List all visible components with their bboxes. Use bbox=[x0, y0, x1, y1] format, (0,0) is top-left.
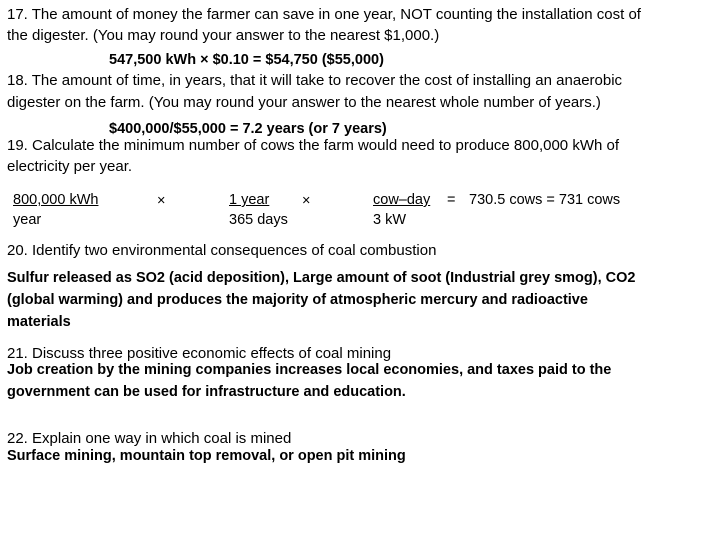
q22-question: 22. Explain one way in which coal is mined bbox=[7, 430, 292, 447]
q18-answer: $400,000/$55,000 = 7.2 years (or 7 years) bbox=[109, 121, 387, 137]
q20-answer-line3: materials bbox=[7, 314, 71, 330]
formula-term1-denominator: year bbox=[13, 212, 42, 228]
formula-result: 730.5 cows = 731 cows bbox=[469, 192, 621, 208]
q22-answer: Surface mining, mountain top removal, or open pit mining bbox=[7, 448, 406, 464]
q19-text-line1: 19. Calculate the minimum number of cows the farm would need to produce 800,000 kWh of bbox=[7, 137, 619, 154]
q17-text-line2: the digester. (You may round your answer to the nearest $1,000.) bbox=[7, 27, 440, 44]
formula-term3-numerator: cow–day bbox=[373, 192, 431, 208]
formula-times-sign-2: × bbox=[302, 193, 311, 209]
formula-term1-numerator: 800,000 kWh bbox=[13, 192, 99, 208]
q19-text-line2: electricity per year. bbox=[7, 158, 133, 175]
formula-term3-denominator: 3 kW bbox=[373, 212, 407, 228]
q21-answer-line1: Job creation by the mining companies increases local economies, and taxes paid to the bbox=[7, 362, 612, 378]
formula-times-sign-1: × bbox=[157, 193, 166, 209]
q17-answer: 547,500 kWh × $0.10 = $54,750 ($55,000) bbox=[109, 52, 384, 68]
q21-answer-line2: government can be used for infrastructure and education. bbox=[7, 384, 406, 400]
q20-answer-line2: (global warming) and produces the majority of atmospheric mercury and radioactive bbox=[7, 292, 588, 308]
formula-term2-denominator: 365 days bbox=[229, 212, 288, 228]
q18-text-line1: 18. The amount of time, in years, that it will take to recover the cost of installing an anaerobic bbox=[7, 72, 623, 89]
q20-answer-line1: Sulfur released as SO2 (acid deposition), Large amount of soot (Industrial grey smog), CO2 bbox=[7, 270, 636, 286]
q20-question: 20. Identify two environmental consequences of coal combustion bbox=[7, 242, 437, 259]
q18-text-line2: digester on the farm. (You may round your answer to the nearest whole number of years.) bbox=[7, 94, 601, 111]
q21-question: 21. Discuss three positive economic effects of coal mining bbox=[7, 345, 392, 362]
q17-text-line1: 17. The amount of money the farmer can save in one year, NOT counting the installation cost of bbox=[7, 6, 641, 23]
formula-term2-numerator: 1 year bbox=[229, 192, 270, 208]
formula-equals-sign: = bbox=[447, 192, 456, 208]
